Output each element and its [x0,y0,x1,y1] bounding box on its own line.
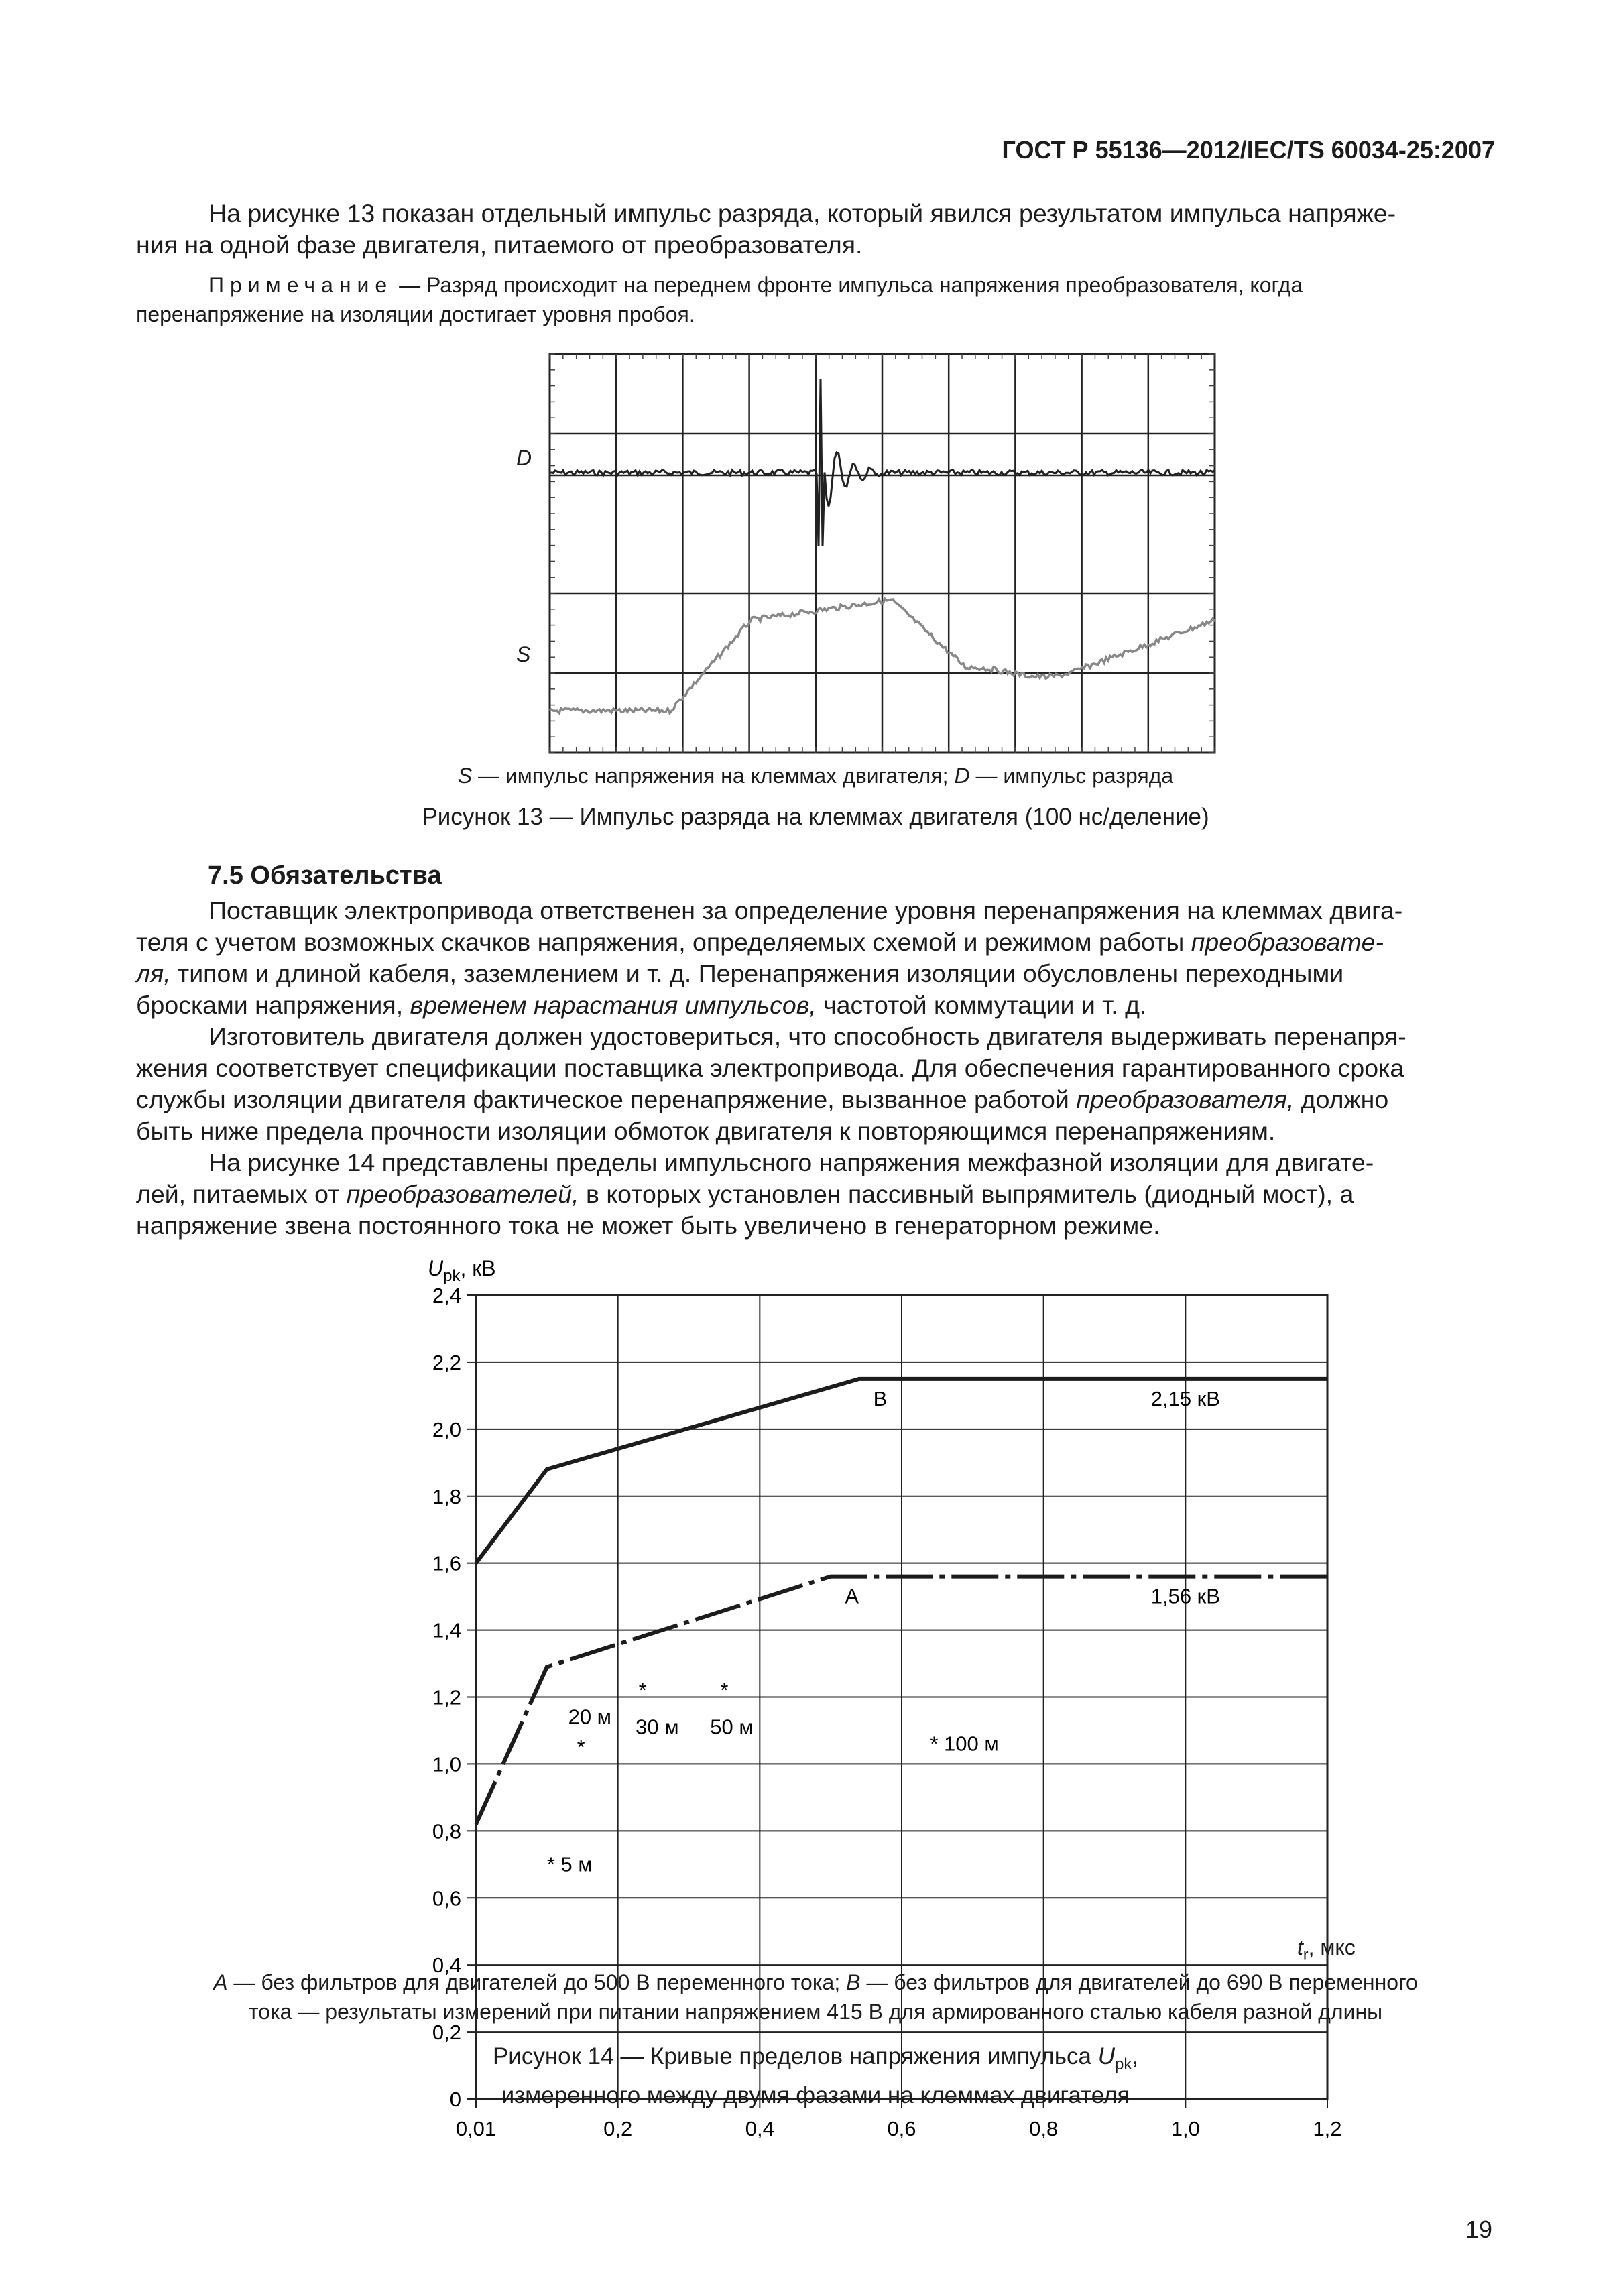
y-tick-label: 0,6 [432,1886,461,1911]
figure-13-caption: Рисунок 13 — Импульс разряда на клеммах двигателя (100 нс/деление) [422,804,1209,830]
legend-d-symbol: D [954,764,970,788]
figure-14-caption: Рисунок 14 — Кривые пределов напряжения импульса $U_{pk}$, измеренного между двумя фазами на клеммах двигателя [492,2043,1139,2108]
x-tick-label: 1,2 [1313,2117,1342,2140]
point-30m-marker: * [638,1678,647,1702]
paragraph-line: На рисунке 13 показан отдельный импульс разряда, который явился результатом импульса напряже- [208,199,1396,227]
y-tick-label: 1,0 [432,1752,461,1776]
paragraph-line: На рисунке 14 представлены пределы импульсного напряжения межфазной изоляции для двигате- [208,1148,1374,1176]
paragraph-line: должно [1294,1085,1389,1113]
point-20m-marker: * [577,1735,585,1759]
paragraph-line: лей, питаемых от [136,1180,347,1208]
paragraph-line: теля с учетом возможных скачков напряжения, определяемых схемой и режимом работы [136,928,1191,956]
legend-text: — без фильтров для двигателей до 500 В переменного тока; [227,1970,847,1994]
curve-b-label: B [873,1386,888,1410]
point-20m-label: 20 м [568,1705,612,1729]
figure-13-legend [136,761,1495,790]
curve-a-value: 1,56 кВ [1150,1584,1220,1608]
point-30m-label: 30 м [636,1715,679,1739]
figure-14-legend [136,1968,1495,2027]
trace-d-label: D [516,446,532,470]
x-tick-label: 0,6 [887,2117,916,2140]
x-tick-label: 1,0 [1170,2117,1200,2140]
y-tick-label: 1,8 [432,1484,461,1508]
y-tick-label: 1,6 [432,1551,461,1575]
y-tick-label: 2,4 [432,1284,461,1307]
legend-s-text: — импульс напряжения на клеммах двигателя; [472,764,955,788]
paragraph-line: ния на одной фазе двигателя, питаемого от преобразователя. [136,231,863,259]
paragraph-obligations-2 [136,1021,1495,1147]
paragraph-obligations-1 [136,895,1495,1021]
paragraph-term: временем нарастания импульсов, [403,991,817,1019]
trace-s-label: S [516,642,531,666]
y-tick-label: 1,4 [432,1618,461,1642]
legend-a-symbol: A [213,1970,228,1994]
paragraph-line: Поставщик электропривода ответственен за определение уровня перенапряжения на клеммах двига- [208,896,1403,924]
oscillogram-grid [550,354,1215,753]
x-tick-label: 0,4 [745,2117,774,2140]
y-tick-label: 1,2 [432,1685,461,1709]
document-code: ГОСТ Р 55136—2012/IEC/TS 60034-25:2007 [1002,136,1495,164]
paragraph-line: бросками напряжения, [136,991,404,1019]
x-axis-label: $t_r$, мкс [1297,1935,1356,1963]
point-50m-label: 50 м [710,1715,754,1739]
x-tick-label: 0,8 [1029,2117,1059,2140]
legend-text: — без фильтров для двигателей до 690 В переменного [860,1970,1418,1994]
point-5m-label: * 5 м [546,1852,593,1876]
paragraph-term: преобразователей, [346,1180,579,1208]
y-tick-label: 0 [449,2088,461,2111]
paragraph-line: типом и длиной кабеля, заземлением и т. д. Перенапряжения изоляции обусловлены переходными [170,959,1344,987]
page-number: 19 [1465,2216,1492,2243]
paragraph-line: Изготовитель двигателя должен удостовериться, что способность двигателя выдерживать перенапря- [208,1022,1406,1050]
paragraph-line: жения соответствует спецификации поставщика электропривода. Для обеспечения гарантированного срока [136,1054,1404,1082]
paragraph-line: в которых установлен пассивный выпрямитель (диодный мост), а [579,1180,1354,1208]
note-label: Примечание [208,273,394,297]
note-text: перенапряжение на изоляции достигает уровня пробоя. [136,302,695,326]
note-block [136,270,1495,329]
curve-a-label: A [845,1584,859,1608]
y-tick-label: 2,2 [432,1350,461,1374]
paragraph-line: службы изоляции двигателя фактическое перенапряжение, вызванное работой [136,1085,1077,1113]
y-tick-label: 0,2 [432,2020,461,2045]
section-heading: 7.5 Обязательства [208,861,442,890]
paragraph-line: частотой коммутации и т. д. [816,991,1147,1019]
y-tick-label: 2,0 [432,1417,461,1441]
x-tick-label: 0,01 [455,2117,497,2140]
chart-annotations [547,1387,1220,1876]
legend-s-symbol: S [457,764,473,788]
y-tick-label: 0,4 [432,1953,461,1978]
figure-13-oscillogram [550,352,1220,761]
y-tick-label: 0,8 [432,1819,461,1844]
point-50m-marker: * [720,1678,729,1702]
paragraph-intro-fig13 [136,198,1495,261]
paragraph-fig14-intro [136,1147,1495,1242]
legend-d-text: — импульс разряда [969,764,1174,788]
point-100m-label: * 100 м [930,1732,999,1756]
paragraph-term: преобразователя, [1076,1085,1295,1113]
y-axis-label: $U_{pk}$, кВ [428,1256,496,1285]
x-tick-label: 0,2 [603,2117,633,2140]
legend-b-symbol: B [846,1970,861,1994]
paragraph-term: преобразовате- [1191,928,1384,956]
paragraph-term: ля, [136,959,171,987]
paragraph-line: напряжение звена постоянного тока не может быть увеличено в генераторном режиме. [136,1211,1160,1240]
legend-text: тока — результаты измерений при питании напряжением 415 В для армированного сталью кабеля разной длины [248,2000,1383,2024]
paragraph-line: быть ниже предела прочности изоляции обмоток двигателя к повторяющимся перенапряжениям. [136,1117,1276,1145]
note-text: — Разряд происходит на переднем фронте импульса напряжения преобразователя, когда [393,273,1303,297]
curve-b-value: 2,15 кВ [1150,1386,1220,1410]
